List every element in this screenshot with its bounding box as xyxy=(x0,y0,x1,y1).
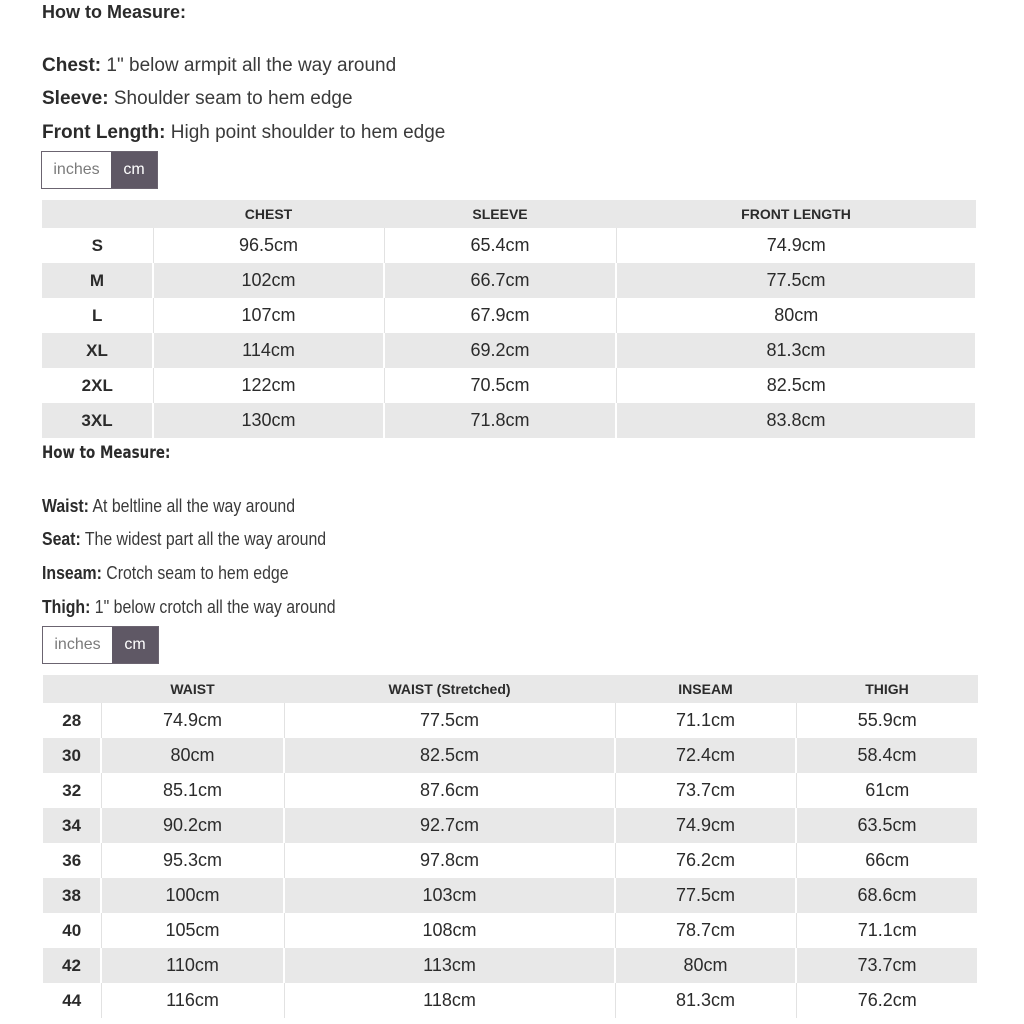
tops-instruction-sleeve xyxy=(42,88,353,110)
table-row xyxy=(43,878,978,913)
bottoms-how-to-measure-heading: How to Measure: xyxy=(42,443,171,463)
measurement-cell: 76.2cm xyxy=(796,983,978,1018)
measurement-cell: 71.1cm xyxy=(796,913,978,948)
instruction-term: Seat: xyxy=(42,529,81,549)
table-header-row xyxy=(43,675,978,703)
measurement-cell: 118cm xyxy=(284,983,615,1018)
measurement-cell: 82.5cm xyxy=(284,738,615,773)
instruction-desc: 1" below crotch all the way around xyxy=(94,597,336,617)
measurement-cell: 103cm xyxy=(284,878,615,913)
size-label: XL xyxy=(42,333,153,368)
bottoms-inches-button[interactable]: inches xyxy=(43,627,112,663)
instruction-desc: Shoulder seam to hem edge xyxy=(113,88,353,109)
measurement-cell: 74.9cm xyxy=(615,808,796,843)
instruction-desc: The widest part all the way around xyxy=(84,529,327,549)
size-label: 28 xyxy=(43,703,101,738)
table-row xyxy=(42,298,976,333)
measurement-cell: 108cm xyxy=(284,913,615,948)
measurement-cell: 65.4cm xyxy=(384,228,616,263)
tops-unit-toggle xyxy=(41,151,158,189)
size-label: 30 xyxy=(43,738,101,773)
measurement-cell: 77.5cm xyxy=(616,263,976,298)
measurement-cell: 113cm xyxy=(284,948,615,983)
table-row xyxy=(43,738,978,773)
bottoms-instruction-thigh xyxy=(42,597,336,618)
measurement-cell: 83.8cm xyxy=(616,403,976,438)
instruction-term: Chest: xyxy=(42,55,102,76)
measurement-cell: 66.7cm xyxy=(384,263,616,298)
size-label: 36 xyxy=(43,843,101,878)
measurement-cell: 76.2cm xyxy=(615,843,796,878)
column-header: WAIST (Stretched) xyxy=(284,675,615,703)
measurement-cell: 81.3cm xyxy=(615,983,796,1018)
measurement-cell: 74.9cm xyxy=(616,228,976,263)
measurement-cell: 90.2cm xyxy=(101,808,284,843)
instruction-term: Waist: xyxy=(42,496,89,516)
measurement-cell: 67.9cm xyxy=(384,298,616,333)
tops-instruction-front-length xyxy=(42,122,445,144)
table-row xyxy=(43,913,978,948)
table-row xyxy=(43,808,978,843)
table-row xyxy=(42,228,976,263)
size-label: 3XL xyxy=(42,403,153,438)
measurement-cell: 55.9cm xyxy=(796,703,978,738)
table-row xyxy=(42,368,976,403)
tops-how-to-measure-heading: How to Measure: xyxy=(42,2,187,22)
measurement-cell: 73.7cm xyxy=(796,948,978,983)
measurement-cell: 70.5cm xyxy=(384,368,616,403)
instruction-desc: 1" below armpit all the way around xyxy=(106,55,397,76)
size-label: 32 xyxy=(43,773,101,808)
tops-instruction-chest xyxy=(42,55,396,77)
measurement-cell: 102cm xyxy=(153,263,384,298)
column-header: FRONT LENGTH xyxy=(616,200,976,228)
table-row xyxy=(42,333,976,368)
bottoms-size-table xyxy=(43,675,979,1018)
measurement-cell: 80cm xyxy=(101,738,284,773)
measurement-cell: 71.8cm xyxy=(384,403,616,438)
size-label: 44 xyxy=(43,983,101,1018)
measurement-cell: 80cm xyxy=(616,298,976,333)
measurement-cell: 80cm xyxy=(615,948,796,983)
instruction-term: Sleeve: xyxy=(42,88,109,109)
size-label: 40 xyxy=(43,913,101,948)
measurement-cell: 82.5cm xyxy=(616,368,976,403)
measurement-cell: 116cm xyxy=(101,983,284,1018)
measurement-cell: 114cm xyxy=(153,333,384,368)
bottoms-instruction-waist xyxy=(42,496,295,517)
table-row xyxy=(43,948,978,983)
measurement-cell: 68.6cm xyxy=(796,878,978,913)
measurement-cell: 72.4cm xyxy=(615,738,796,773)
measurement-cell: 85.1cm xyxy=(101,773,284,808)
column-header: SLEEVE xyxy=(384,200,616,228)
instruction-desc: High point shoulder to hem edge xyxy=(170,122,446,143)
table-header-row xyxy=(42,200,976,228)
table-row xyxy=(43,703,978,738)
measurement-cell: 69.2cm xyxy=(384,333,616,368)
instruction-desc: Crotch seam to hem edge xyxy=(106,563,289,583)
measurement-cell: 61cm xyxy=(796,773,978,808)
tops-inches-button[interactable]: inches xyxy=(42,152,111,188)
measurement-cell: 74.9cm xyxy=(101,703,284,738)
measurement-cell: 95.3cm xyxy=(101,843,284,878)
size-column-header xyxy=(42,200,153,228)
measurement-cell: 63.5cm xyxy=(796,808,978,843)
table-row xyxy=(42,263,976,298)
measurement-cell: 107cm xyxy=(153,298,384,333)
measurement-cell: 77.5cm xyxy=(615,878,796,913)
table-row xyxy=(43,773,978,808)
tops-cm-button[interactable]: cm xyxy=(111,152,157,188)
measurement-cell: 100cm xyxy=(101,878,284,913)
size-label: M xyxy=(42,263,153,298)
measurement-cell: 122cm xyxy=(153,368,384,403)
size-label: 34 xyxy=(43,808,101,843)
instruction-desc: At beltline all the way around xyxy=(92,496,296,516)
column-header: THIGH xyxy=(796,675,978,703)
column-header: INSEAM xyxy=(615,675,796,703)
table-row xyxy=(43,983,978,1018)
bottoms-unit-toggle xyxy=(42,626,159,664)
measurement-cell: 73.7cm xyxy=(615,773,796,808)
measurement-cell: 58.4cm xyxy=(796,738,978,773)
size-label: S xyxy=(42,228,153,263)
column-header: CHEST xyxy=(153,200,384,228)
instruction-term: Inseam: xyxy=(42,563,102,583)
measurement-cell: 66cm xyxy=(796,843,978,878)
measurement-cell: 110cm xyxy=(101,948,284,983)
column-header: WAIST xyxy=(101,675,284,703)
size-label: 2XL xyxy=(42,368,153,403)
bottoms-instruction-inseam xyxy=(42,563,289,584)
tops-size-table xyxy=(42,200,977,438)
bottoms-instruction-seat xyxy=(42,529,326,550)
table-row xyxy=(42,403,976,438)
instruction-term: Front Length: xyxy=(42,122,166,143)
measurement-cell: 105cm xyxy=(101,913,284,948)
measurement-cell: 130cm xyxy=(153,403,384,438)
size-column-header xyxy=(43,675,101,703)
size-label: 38 xyxy=(43,878,101,913)
measurement-cell: 96.5cm xyxy=(153,228,384,263)
bottoms-cm-button[interactable]: cm xyxy=(112,627,158,663)
instruction-term: Thigh: xyxy=(42,597,91,617)
size-label: 42 xyxy=(43,948,101,983)
table-row xyxy=(43,843,978,878)
measurement-cell: 71.1cm xyxy=(615,703,796,738)
measurement-cell: 81.3cm xyxy=(616,333,976,368)
measurement-cell: 92.7cm xyxy=(284,808,615,843)
measurement-cell: 78.7cm xyxy=(615,913,796,948)
measurement-cell: 77.5cm xyxy=(284,703,615,738)
measurement-cell: 87.6cm xyxy=(284,773,615,808)
measurement-cell: 97.8cm xyxy=(284,843,615,878)
size-label: L xyxy=(42,298,153,333)
